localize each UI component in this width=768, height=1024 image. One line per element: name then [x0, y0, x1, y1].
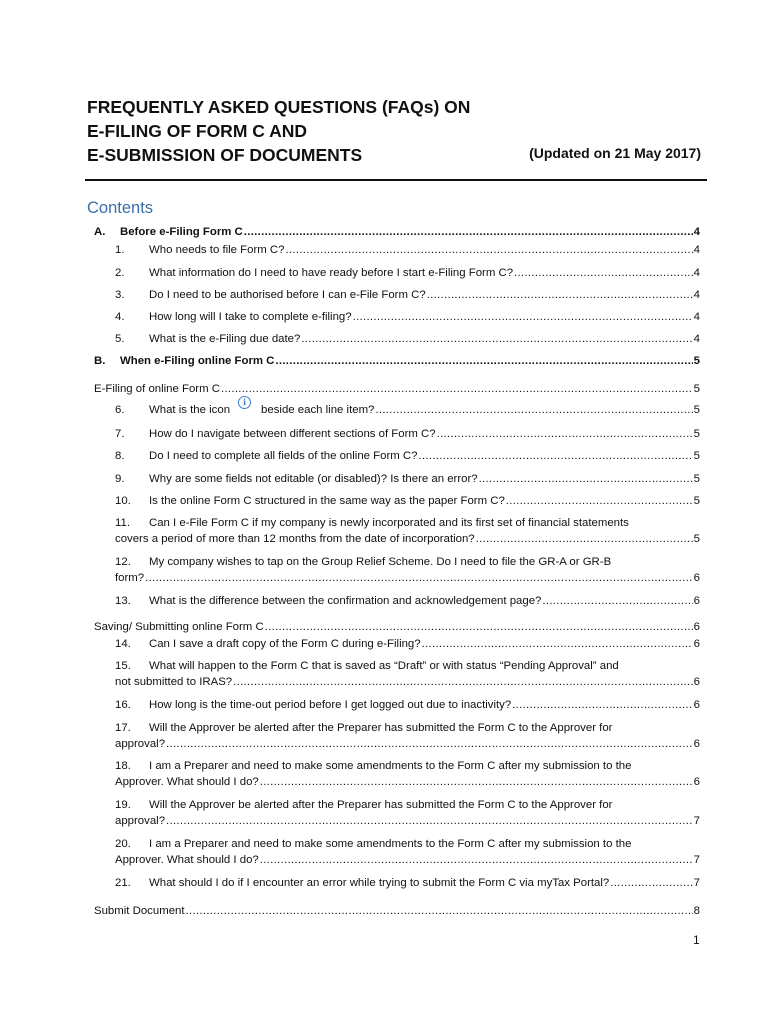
toc-item-20[interactable] [115, 836, 700, 868]
toc-page: 6 [693, 676, 700, 688]
leader-dots [418, 448, 692, 464]
toc-text: How long is the time-out period before I get logged out due to inactivity? [149, 699, 512, 711]
toc-page: 4 [693, 333, 700, 345]
title-block [87, 95, 707, 167]
toc-num: 5. [115, 333, 125, 345]
leader-dots [476, 531, 693, 547]
toc-text: approval? [115, 738, 166, 750]
leader-dots [145, 570, 693, 586]
toc-text: Approver. What should I do? [115, 776, 259, 788]
leader-dots [610, 875, 692, 891]
toc-text: not submitted to IRAS? [115, 676, 233, 688]
toc-page: 4 [693, 289, 700, 301]
toc-page: 5 [693, 533, 700, 545]
toc-text: Can I save a draft copy of the Form C during e-Filing? [149, 638, 421, 650]
toc-num: 3. [115, 289, 125, 301]
toc-num: 17. [115, 722, 131, 734]
toc-text: My company wishes to tap on the Group Relief Scheme. Do I need to file the GR-A or GR-B [149, 556, 612, 568]
toc-num: 19. [115, 799, 131, 811]
leader-dots [375, 402, 692, 418]
leader-dots [479, 471, 693, 487]
leader-dots [514, 265, 693, 281]
toc-num: 4. [115, 311, 125, 323]
toc-num: 11. [115, 517, 130, 529]
leader-dots [221, 381, 693, 397]
toc-page: 6 [693, 738, 700, 750]
toc-page: 5 [693, 495, 700, 507]
leader-dots [353, 309, 693, 325]
toc-text: Can I e-File Form C if my company is newly incorporated and its first set of financial statements [149, 517, 629, 529]
toc-item-12[interactable] [115, 554, 700, 586]
toc-section-b[interactable] [94, 353, 700, 369]
toc-item-2[interactable] [115, 265, 700, 281]
toc-page: 5 [693, 404, 700, 416]
toc-subsection-submit[interactable] [94, 903, 700, 919]
leader-dots [233, 674, 693, 690]
toc-text: Submit Document [94, 905, 185, 917]
toc-text: form? [115, 572, 145, 584]
toc-num: 15. [115, 660, 131, 672]
leader-dots [260, 774, 693, 790]
toc-text: Before e-Filing Form C [120, 226, 243, 238]
toc-text: What is the e-Filing due date? [149, 333, 301, 345]
toc-text: Is the online Form C structured in the same way as the paper Form C? [149, 495, 505, 507]
toc-page: 5 [693, 450, 700, 462]
toc-num: 2. [115, 267, 125, 279]
toc-item-15[interactable] [115, 658, 700, 690]
toc-item-6[interactable] [115, 397, 700, 418]
toc-text: Why are some fields not editable (or disabled)? Is there an error? [149, 473, 478, 485]
toc-text: Who needs to file Form C? [149, 244, 285, 256]
title-line-1: FREQUENTLY ASKED QUESTIONS (FAQs) ON [87, 97, 471, 117]
toc-item-11[interactable] [115, 515, 700, 547]
toc-text: How do I navigate between different sections of Form C? [149, 428, 436, 440]
toc-num: 9. [115, 473, 125, 485]
toc-num: 1. [115, 244, 125, 256]
toc-num: 6. [115, 404, 125, 416]
contents-heading: Contents [87, 199, 154, 217]
toc-text: I am a Preparer and need to make some amendments to the Form C after my submission to the [149, 838, 632, 850]
toc-num: 16. [115, 699, 131, 711]
toc-subsection-efiling[interactable] [94, 381, 700, 397]
toc-num: 20. [115, 838, 131, 850]
toc-num: 13. [115, 595, 131, 607]
page-number: 1 [693, 933, 700, 947]
title-line-3: E-SUBMISSION OF DOCUMENTS [87, 145, 363, 165]
toc-item-3[interactable] [115, 287, 700, 303]
toc-text: E-Filing of online Form C [94, 383, 220, 395]
toc-text: Approver. What should I do? [115, 854, 259, 866]
toc-page: 4 [693, 267, 700, 279]
toc-text: What information do I need to have ready before I start e-Filing Form C? [149, 267, 514, 279]
toc-item-16[interactable] [115, 697, 700, 713]
info-icon: i [238, 396, 251, 409]
title-divider [85, 179, 707, 181]
toc-text: What is the difference between the confirmation and acknowledgement page? [149, 595, 542, 607]
toc-page: 6 [693, 621, 700, 633]
toc-page: 5 [693, 428, 700, 440]
leader-dots [186, 903, 693, 919]
leader-dots [244, 224, 693, 240]
toc-page: 5 [693, 355, 700, 367]
toc-num: 10. [115, 495, 131, 507]
toc-page: 6 [693, 776, 700, 788]
toc-page: 6 [693, 595, 700, 607]
toc-page: 6 [693, 638, 700, 650]
toc-item-14[interactable] [115, 636, 700, 652]
toc-item-10[interactable] [115, 493, 700, 509]
toc-item-7[interactable] [115, 426, 700, 442]
toc-page: 8 [693, 905, 700, 917]
toc-item-18[interactable] [115, 758, 700, 790]
toc-num: 7. [115, 428, 125, 440]
toc-page: 6 [693, 572, 700, 584]
toc-text: beside each line item? [261, 404, 375, 416]
leader-dots [275, 353, 692, 369]
toc-text: covers a period of more than 12 months from the date of incorporation? [115, 533, 475, 545]
toc-item-19[interactable] [115, 797, 700, 829]
toc-page: 5 [693, 383, 700, 395]
toc-item-21[interactable] [115, 875, 700, 891]
leader-dots [506, 493, 693, 509]
toc-num: 18. [115, 760, 131, 772]
toc-text: What will happen to the Form C that is saved as “Draft” or with status “Pending Approval” and [149, 660, 619, 672]
leader-dots [166, 736, 693, 752]
leader-dots [285, 242, 692, 258]
toc-page: 7 [693, 877, 700, 889]
toc-page: 7 [693, 815, 700, 827]
toc-text: approval? [115, 815, 166, 827]
toc-section-a[interactable] [94, 224, 700, 240]
toc-num: 8. [115, 450, 125, 462]
toc-num: 21. [115, 877, 131, 889]
leader-dots [422, 636, 693, 652]
toc-text: Do I need to complete all fields of the online Form C? [149, 450, 418, 462]
toc-subsection-saving[interactable] [94, 619, 700, 635]
updated-date: (Updated on 21 May 2017) [529, 145, 701, 161]
toc-text: What should I do if I encounter an error while trying to submit the Form C via myTax Portal? [149, 877, 610, 889]
toc-num: 14. [115, 638, 131, 650]
toc-page: 4 [693, 244, 700, 256]
toc-item-1[interactable] [115, 242, 700, 258]
toc-text: What is the icon [149, 404, 231, 416]
leader-dots [512, 697, 692, 713]
toc-text: Do I need to be authorised before I can e-File Form C? [149, 289, 426, 301]
toc-item-17[interactable] [115, 720, 700, 752]
leader-dots [437, 426, 693, 442]
leader-dots [542, 593, 692, 609]
toc-page: 6 [693, 699, 700, 711]
toc-item-8[interactable] [115, 448, 700, 464]
toc-item-5[interactable] [115, 331, 700, 347]
toc-item-4[interactable] [115, 309, 700, 325]
toc-num: 12. [115, 556, 131, 568]
toc-text: Will the Approver be alerted after the Preparer has submitted the Form C to the Approver for [149, 799, 613, 811]
leader-dots [265, 619, 693, 635]
toc-item-9[interactable] [115, 471, 700, 487]
toc-page: 4 [693, 311, 700, 323]
toc-text: I am a Preparer and need to make some amendments to the Form C after my submission to the [149, 760, 632, 772]
toc-page: 7 [693, 854, 700, 866]
leader-dots [166, 813, 693, 829]
toc-text: When e-Filing online Form C [120, 355, 275, 367]
toc-num: B. [94, 355, 106, 367]
leader-dots [260, 852, 693, 868]
leader-dots [301, 331, 692, 347]
title-line-2: E-FILING OF FORM C AND [87, 121, 308, 141]
toc-text: Will the Approver be alerted after the Preparer has submitted the Form C to the Approver for [149, 722, 613, 734]
leader-dots [427, 287, 693, 303]
toc-page: 4 [693, 226, 700, 238]
toc-page: 5 [693, 473, 700, 485]
toc-text: How long will I take to complete e-filing? [149, 311, 352, 323]
toc-item-13[interactable] [115, 593, 700, 609]
toc-num: A. [94, 226, 106, 238]
toc-text: Saving/ Submitting online Form C [94, 621, 264, 633]
